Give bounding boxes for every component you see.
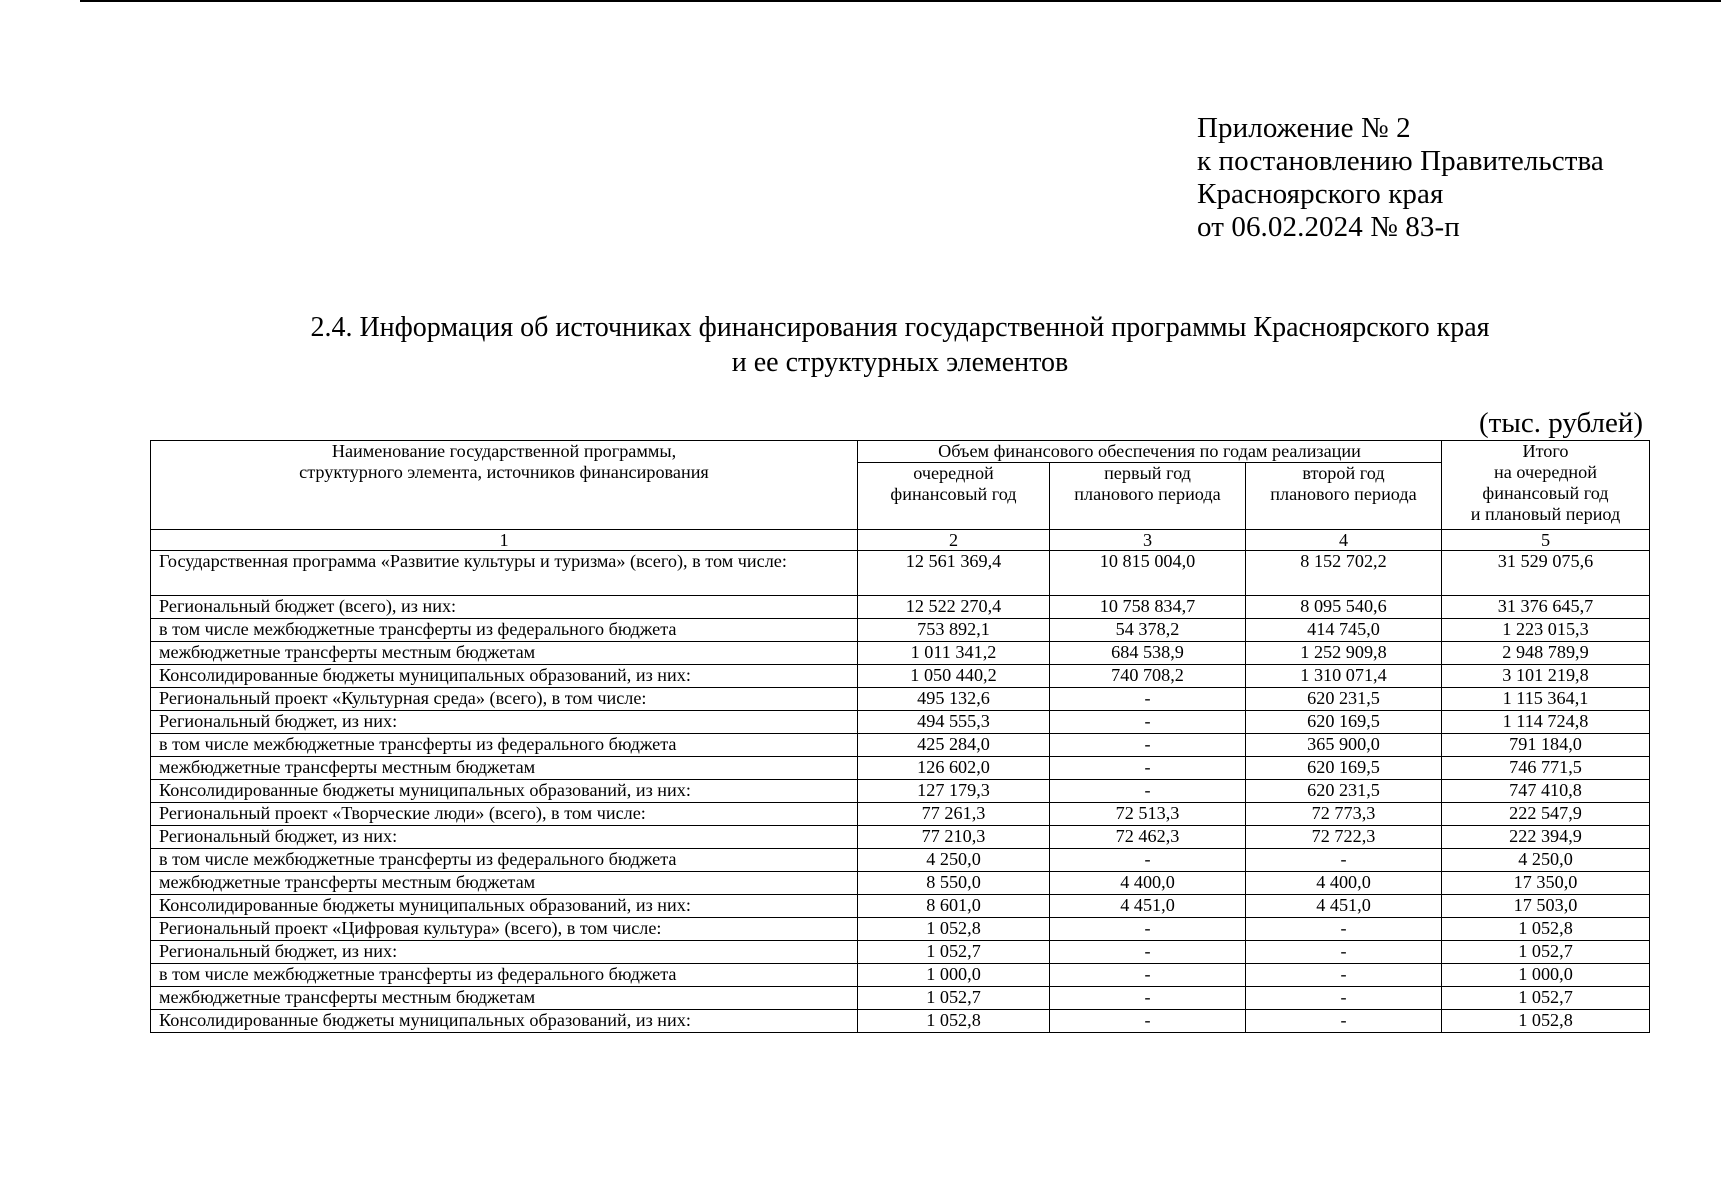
row-value-cell: 1 115 364,1 xyxy=(1442,688,1650,711)
row-value-cell: 1 052,7 xyxy=(1442,941,1650,964)
row-label-cell: Региональный бюджет, из них: xyxy=(151,711,858,734)
row-value-cell: 791 184,0 xyxy=(1442,734,1650,757)
table-row xyxy=(151,619,1650,642)
table-row xyxy=(151,551,1650,596)
page-top-border xyxy=(80,0,1721,2)
row-value-cell: 1 050 440,2 xyxy=(858,665,1050,688)
row-label-cell: в том числе межбюджетные трансферты из федерального бюджета xyxy=(151,734,858,757)
row-value-cell: - xyxy=(1050,849,1246,872)
header-year3-line-1: второй год xyxy=(1302,463,1385,483)
row-value-cell: 740 708,2 xyxy=(1050,665,1246,688)
row-value-cell: - xyxy=(1050,964,1246,987)
row-value-cell: 10 815 004,0 xyxy=(1050,551,1246,596)
row-label-cell: межбюджетные трансферты местным бюджетам xyxy=(151,872,858,895)
header-total-line-2: на очередной xyxy=(1494,462,1597,482)
row-value-cell: 54 378,2 xyxy=(1050,619,1246,642)
row-value-cell: 4 451,0 xyxy=(1246,895,1442,918)
table-row xyxy=(151,941,1650,964)
table-row xyxy=(151,872,1650,895)
row-value-cell: 17 350,0 xyxy=(1442,872,1650,895)
row-value-cell: 620 231,5 xyxy=(1246,688,1442,711)
title-line-2: и ее структурных элементов xyxy=(731,347,1069,378)
column-number-row xyxy=(151,530,1650,551)
row-value-cell: 17 503,0 xyxy=(1442,895,1650,918)
table-row xyxy=(151,711,1650,734)
table-row xyxy=(151,642,1650,665)
row-value-cell: 77 261,3 xyxy=(858,803,1050,826)
row-value-cell: 414 745,0 xyxy=(1246,619,1442,642)
row-value-cell: - xyxy=(1246,1010,1442,1033)
row-value-cell: 8 601,0 xyxy=(858,895,1050,918)
row-label-cell: Региональный бюджет (всего), из них: xyxy=(151,596,858,619)
header-year1-line-1: очередной xyxy=(913,463,994,483)
row-value-cell: 753 892,1 xyxy=(858,619,1050,642)
appendix-line-2: к постановлению Правительства xyxy=(1197,145,1604,177)
row-value-cell: 1 223 015,3 xyxy=(1442,619,1650,642)
row-label-cell: Консолидированные бюджеты муниципальных образований, из них: xyxy=(151,1010,858,1033)
appendix-line-4: от 06.02.2024 № 83-п xyxy=(1197,211,1460,243)
row-value-cell: 1 114 724,8 xyxy=(1442,711,1650,734)
header-name-cell xyxy=(151,441,858,530)
header-year2-line-2: планового периода xyxy=(1074,484,1221,504)
row-value-cell: 3 101 219,8 xyxy=(1442,665,1650,688)
row-value-cell: 746 771,5 xyxy=(1442,757,1650,780)
header-total-line-3: финансовый год xyxy=(1482,483,1609,503)
row-label-cell: Региональный проект «Цифровая культура» (всего), в том числе: xyxy=(151,918,858,941)
row-value-cell: 1 052,7 xyxy=(858,987,1050,1010)
row-value-cell: 8 152 702,2 xyxy=(1246,551,1442,596)
financing-table xyxy=(150,440,1650,1033)
row-value-cell: 1 000,0 xyxy=(1442,964,1650,987)
row-value-cell: 495 132,6 xyxy=(858,688,1050,711)
table-row xyxy=(151,964,1650,987)
header-year2-line-1: первый год xyxy=(1104,463,1191,483)
row-label-cell: межбюджетные трансферты местным бюджетам xyxy=(151,757,858,780)
row-value-cell: 4 400,0 xyxy=(1050,872,1246,895)
header-year2-cell xyxy=(1050,463,1246,530)
row-value-cell: - xyxy=(1246,941,1442,964)
row-value-cell: 4 400,0 xyxy=(1246,872,1442,895)
row-value-cell: 1 052,7 xyxy=(858,941,1050,964)
header-volume-cell: Объем финансового обеспечения по годам реализации xyxy=(858,441,1442,463)
row-value-cell: 12 522 270,4 xyxy=(858,596,1050,619)
row-value-cell: 747 410,8 xyxy=(1442,780,1650,803)
row-value-cell: - xyxy=(1246,964,1442,987)
table-row xyxy=(151,849,1650,872)
table-row xyxy=(151,918,1650,941)
row-value-cell: 1 011 341,2 xyxy=(858,642,1050,665)
row-value-cell: 8 095 540,6 xyxy=(1246,596,1442,619)
row-value-cell: - xyxy=(1050,941,1246,964)
row-label-cell: Консолидированные бюджеты муниципальных образований, из них: xyxy=(151,665,858,688)
table-row xyxy=(151,757,1650,780)
row-value-cell: 1 000,0 xyxy=(858,964,1050,987)
column-number: 3 xyxy=(1050,530,1246,551)
header-year1-line-2: финансовый год xyxy=(890,484,1017,504)
header-total-line-1: Итого xyxy=(1522,441,1569,461)
row-value-cell: - xyxy=(1050,1010,1246,1033)
appendix-line-3: Красноярского края xyxy=(1197,178,1444,210)
document-title xyxy=(150,310,1650,380)
row-label-cell: Региональный проект «Культурная среда» (всего), в том числе: xyxy=(151,688,858,711)
row-value-cell: 494 555,3 xyxy=(858,711,1050,734)
row-value-cell: 4 250,0 xyxy=(858,849,1050,872)
row-value-cell: 1 052,8 xyxy=(858,1010,1050,1033)
row-value-cell: 620 231,5 xyxy=(1246,780,1442,803)
row-value-cell: - xyxy=(1246,849,1442,872)
header-total-cell xyxy=(1442,441,1650,530)
row-label-cell: межбюджетные трансферты местным бюджетам xyxy=(151,987,858,1010)
row-value-cell: 10 758 834,7 xyxy=(1050,596,1246,619)
row-label-cell: в том числе межбюджетные трансферты из федерального бюджета xyxy=(151,849,858,872)
appendix-line-1: Приложение № 2 xyxy=(1197,112,1411,144)
row-value-cell: 12 561 369,4 xyxy=(858,551,1050,596)
row-label-cell: в том числе межбюджетные трансферты из федерального бюджета xyxy=(151,964,858,987)
table-row xyxy=(151,780,1650,803)
header-year1-cell xyxy=(858,463,1050,530)
row-value-cell: 684 538,9 xyxy=(1050,642,1246,665)
row-value-cell: 1 052,8 xyxy=(1442,1010,1650,1033)
table-row xyxy=(151,596,1650,619)
row-value-cell: 4 250,0 xyxy=(1442,849,1650,872)
table-row xyxy=(151,665,1650,688)
row-value-cell: - xyxy=(1050,918,1246,941)
row-value-cell: 1 052,7 xyxy=(1442,987,1650,1010)
row-value-cell: 72 462,3 xyxy=(1050,826,1246,849)
row-value-cell: 72 722,3 xyxy=(1246,826,1442,849)
row-value-cell: 425 284,0 xyxy=(858,734,1050,757)
row-value-cell: 72 773,3 xyxy=(1246,803,1442,826)
table-row xyxy=(151,895,1650,918)
table-row xyxy=(151,987,1650,1010)
header-year3-line-2: планового периода xyxy=(1270,484,1417,504)
row-value-cell: 222 547,9 xyxy=(1442,803,1650,826)
row-value-cell: 31 376 645,7 xyxy=(1442,596,1650,619)
row-label-cell: Консолидированные бюджеты муниципальных образований, из них: xyxy=(151,895,858,918)
row-value-cell: - xyxy=(1050,987,1246,1010)
row-value-cell: 8 550,0 xyxy=(858,872,1050,895)
table-row xyxy=(151,688,1650,711)
row-value-cell: 77 210,3 xyxy=(858,826,1050,849)
row-value-cell: 1 052,8 xyxy=(1442,918,1650,941)
row-value-cell: 1 310 071,4 xyxy=(1246,665,1442,688)
header-total-line-4: и плановый период xyxy=(1470,504,1621,524)
table-row xyxy=(151,826,1650,849)
table-row xyxy=(151,1010,1650,1033)
row-value-cell: - xyxy=(1050,688,1246,711)
table-header-row xyxy=(151,441,1650,463)
row-value-cell: 2 948 789,9 xyxy=(1442,642,1650,665)
row-value-cell: 127 179,3 xyxy=(858,780,1050,803)
table-row xyxy=(151,803,1650,826)
row-value-cell: 31 529 075,6 xyxy=(1442,551,1650,596)
row-value-cell: 620 169,5 xyxy=(1246,757,1442,780)
units-label: (тыс. рублей) xyxy=(1479,407,1643,439)
row-label-cell: Региональный бюджет, из них: xyxy=(151,941,858,964)
row-label-cell: Государственная программа «Развитие культуры и туризма» (всего), в том числе: xyxy=(151,551,858,596)
title-line-1: 2.4. Информация об источниках финансирования государственной программы Красноярского края xyxy=(310,312,1490,343)
row-value-cell: 1 252 909,8 xyxy=(1246,642,1442,665)
row-value-cell: - xyxy=(1050,780,1246,803)
header-name-line-2: структурного элемента, источников финансирования xyxy=(299,462,709,482)
column-number: 5 xyxy=(1442,530,1650,551)
row-value-cell: 4 451,0 xyxy=(1050,895,1246,918)
row-label-cell: в том числе межбюджетные трансферты из федерального бюджета xyxy=(151,619,858,642)
row-value-cell: - xyxy=(1050,711,1246,734)
row-label-cell: Региональный проект «Творческие люди» (всего), в том числе: xyxy=(151,803,858,826)
row-label-cell: межбюджетные трансферты местным бюджетам xyxy=(151,642,858,665)
header-year3-cell xyxy=(1246,463,1442,530)
column-number: 1 xyxy=(151,530,858,551)
row-value-cell: - xyxy=(1050,734,1246,757)
row-label-cell: Консолидированные бюджеты муниципальных образований, из них: xyxy=(151,780,858,803)
row-value-cell: 620 169,5 xyxy=(1246,711,1442,734)
row-value-cell: - xyxy=(1050,757,1246,780)
row-value-cell: 1 052,8 xyxy=(858,918,1050,941)
row-value-cell: 126 602,0 xyxy=(858,757,1050,780)
row-value-cell: - xyxy=(1246,918,1442,941)
table-row xyxy=(151,734,1650,757)
header-name-line-1: Наименование государственной программы, xyxy=(331,441,677,461)
row-value-cell: 365 900,0 xyxy=(1246,734,1442,757)
row-value-cell: 72 513,3 xyxy=(1050,803,1246,826)
row-value-cell: 222 394,9 xyxy=(1442,826,1650,849)
column-number: 2 xyxy=(858,530,1050,551)
row-label-cell: Региональный бюджет, из них: xyxy=(151,826,858,849)
appendix-block xyxy=(1197,112,1604,244)
column-number: 4 xyxy=(1246,530,1442,551)
row-value-cell: - xyxy=(1246,987,1442,1010)
